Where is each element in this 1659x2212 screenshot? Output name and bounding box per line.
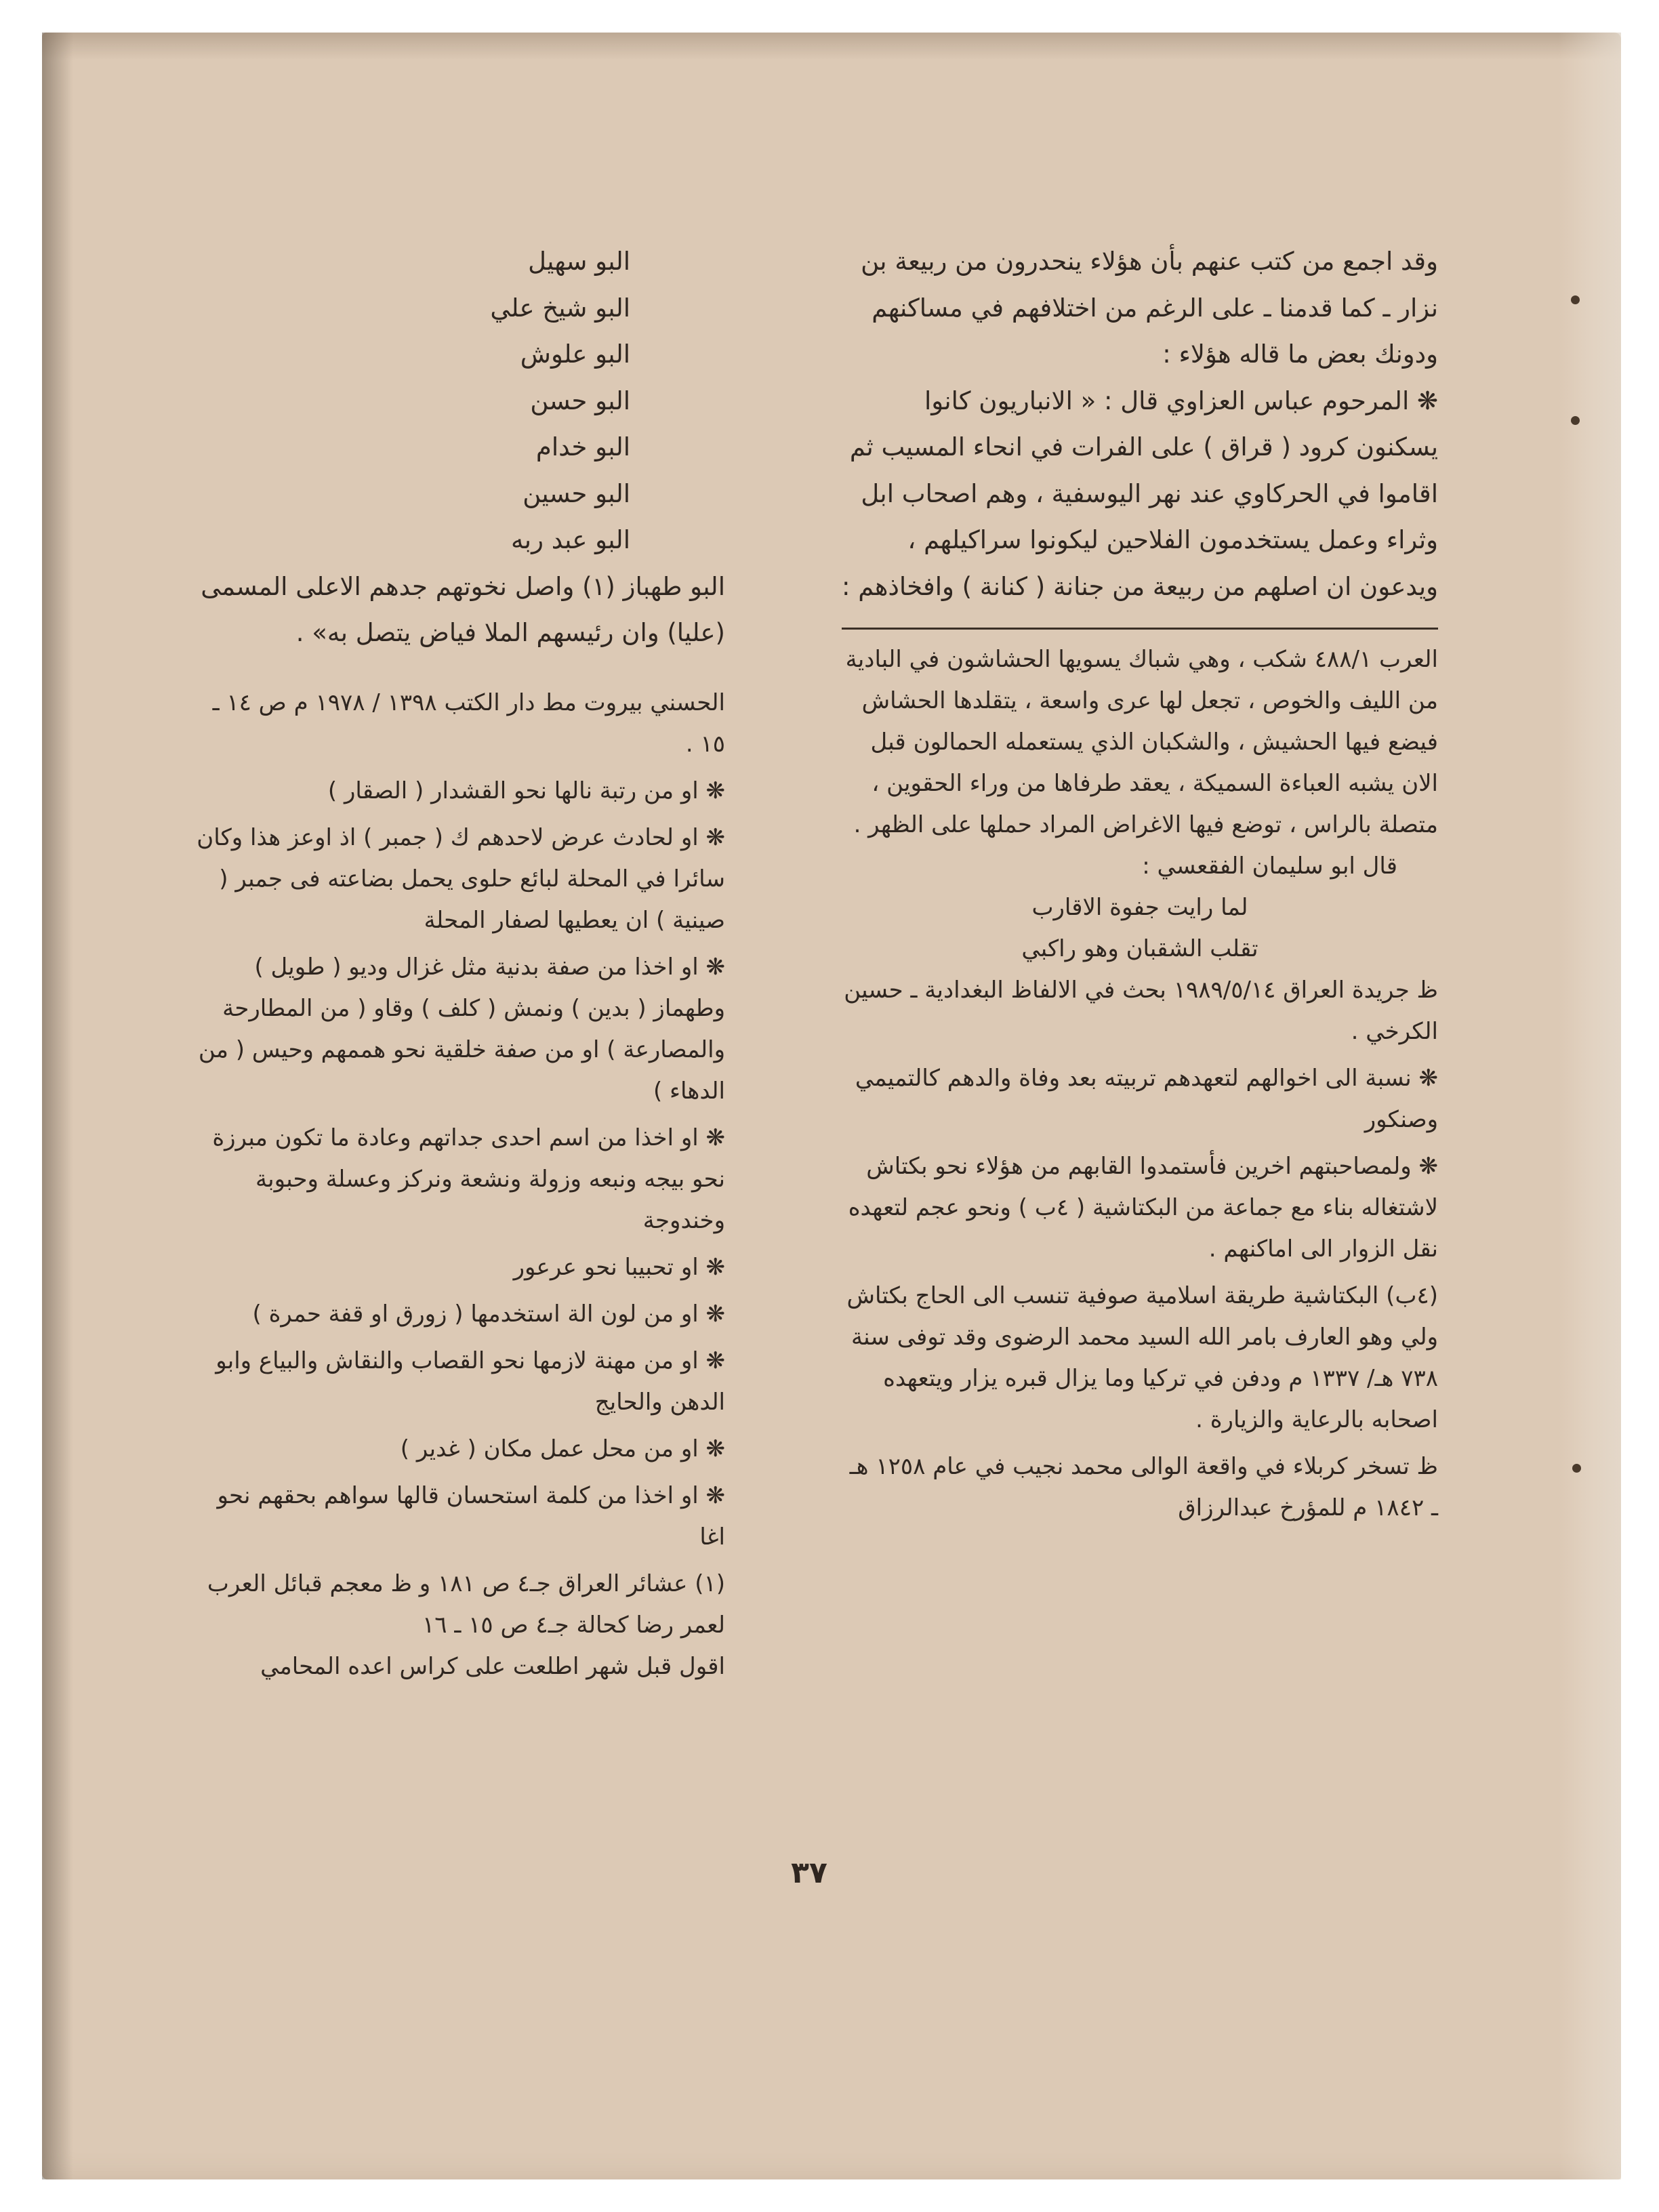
punch-hole-mark bbox=[1572, 1464, 1581, 1473]
page-number: ٣٧ bbox=[791, 1856, 827, 1890]
verse-line-2: تقلب الشقبان وهو راكبي bbox=[1021, 935, 1258, 962]
tribe-item: البو خدام bbox=[535, 432, 630, 462]
tribe-last-paragraph: البو طهباز (١) واصل نخوتهم جدهم الاعلى المسمى (عليا) وان رئيسهم الملا فياض يتصل به» . bbox=[201, 571, 725, 647]
footnote-incident: ❋ او لحادث عرض لاحدهم ك ( جمبر ) اذ اوعز هذا وكان سائرا في المحلة لبائع حلوى يحمل بضاعته فى جمبر ( صينية ) ان يعطيها لصفار المحلة bbox=[197, 823, 725, 934]
page-top-shadow bbox=[42, 33, 1621, 60]
footnote-poet: قال ابو سليمان الفقعسي : bbox=[1142, 853, 1397, 880]
tribe-item: البو شيخ علي bbox=[490, 293, 630, 323]
footnote-endearment: ❋ او تحبيبا نحو عرعور bbox=[513, 1253, 725, 1281]
footnote-booklet: اقول قبل شهر اطلعت على كراس اعده المحامي bbox=[260, 1652, 725, 1680]
tribe-item: البو حسين bbox=[523, 478, 630, 508]
footnote-tool-color: ❋ او من لون الة استخدمها ( زورق او قفة حمرة ) bbox=[252, 1300, 725, 1328]
verse-line-1: لما رايت جفوة الاقارب bbox=[1031, 894, 1248, 921]
footnote-maternal: ❋ نسبة الى اخوالهم لتعهدهم تربيته بعد وفاة والدهم كالتميمي وصنكور bbox=[855, 1065, 1438, 1133]
footnote-shakab: العرب ٤٨٨/١ شكب ، وهي شباك يسويها الحشاشون في البادية من الليف والخوص ، تجعل لها عرى واسعة ، يتقلدها الحشاش فيضع فيها الحشيش ، والشكبان الذي يستعمله الحمالون قبل الان يشبه العباءة السميكة ، يعقد طرفاها من وراء الحقوين ، متصلة بالراس ، توضع فيها الاغراض المراد حملها على الظهر . bbox=[845, 646, 1438, 838]
punch-hole-mark bbox=[1571, 295, 1580, 304]
footnote-grandmother: ❋ او اخذا من اسم احدى جداتهم وعادة ما تكون مبرزة نحو بيجه ونبعه وزولة ونشعة ونركز وعسلة وحبوبة وخندوجة bbox=[212, 1124, 725, 1234]
footnote-separator bbox=[842, 628, 1438, 630]
footnote-companions: ❋ ولمصاحبتهم اخرين فأستمدوا القابهم من هؤلاء نحو بكتاش لاشتغاله بناء مع جماعة من البكتاشية ( ٤ب ) ونحو عجم لتعهده نقل الزوار الى اماكنهم . bbox=[848, 1153, 1438, 1263]
footnote-bektashi: (٤ب) البكتاشية طريقة اسلامية صوفية تنسب الى الحاج بكتاش ولي وهو العارف بامر الله السيد محمد الرضوى وقد توفى سنة ٧٣٨ هـ/ ١٣٣٧ م ودفن في تركيا وما يزال قبره يزار ويتعهده اصحابه بالرعاية والزيارة . bbox=[846, 1282, 1438, 1433]
tribe-item: البو عبد ربه bbox=[510, 525, 630, 554]
intro-paragraph: وقد اجمع من كتب عنهم بأن هؤلاء ينحدرون من ربيعة بن نزار ـ كما قدمنا ـ على الرغم من اختلافهم في مساكنهم ودونك بعض ما قاله هؤلاء : bbox=[861, 247, 1438, 369]
left-column bbox=[190, 239, 725, 1687]
footnote-karbala: ظ تسخر كربلاء في واقعة الوالى محمد نجيب في عام ١٢٥٨ هـ ـ ١٨٤٢ م للمؤرخ عبدالرزاق bbox=[849, 1453, 1438, 1521]
footnote-reference: (١) عشائر العراق جـ٤ ص ١٨١ و ظ معجم قبائل العرب لعمر رضا كحالة جـ٤ ص ١٥ ـ ١٦ bbox=[207, 1570, 725, 1639]
footnote-profession: ❋ او من مهنة لازمها نحو القصاب والنقاش والبياع وابو الدهن والحايج bbox=[216, 1347, 725, 1416]
footnote-rank: ❋ او من رتبة نالها نحو القشدار ( الصقار ) bbox=[327, 777, 725, 804]
tribe-item: البو حسن bbox=[530, 386, 630, 415]
footnote-physical: ❋ او اخذا من صفة بدنية مثل غزال وديو ( طويل ) وطهماز ( بدين ) ونمش ( كلف ) وقاو ( من المطارحة والمصارعة ) او من صفة خلقية نحو هممهم وحيس ( من الدهاء ) bbox=[198, 953, 725, 1105]
right-column bbox=[842, 239, 1438, 1529]
tribe-item: البو سهيل bbox=[528, 247, 630, 276]
page-edge-highlight bbox=[1559, 33, 1621, 2179]
footnote-newspaper: ظ جريدة العراق ١٩٨٩/٥/١٤ بحث في الالفاظ البغدادية ـ حسين الكرخي . bbox=[844, 977, 1438, 1045]
tribe-item: البو علوش bbox=[520, 340, 630, 369]
page-gutter-shadow bbox=[42, 33, 73, 2179]
punch-hole-mark bbox=[1571, 416, 1580, 425]
footnote-workplace: ❋ او من محل عمل مكان ( غدير ) bbox=[400, 1435, 725, 1462]
footnote-source: الحسني بيروت مط دار الكتب ١٣٩٨ / ١٩٧٨ م ص ١٤ ـ ١٥ . bbox=[212, 689, 725, 758]
quote-paragraph: ❋ المرحوم عباس العزاوي قال : « الانباريون كانوا يسكنون كرود ( قراق ) على الفرات في انحاء المسيب ثم اقاموا في الحركاوي عند نهر اليوسفية ، وهم اصحاب ابل وثراء وعمل يستخدمون الفلاحين ليكونوا سراكيلهم ، ويدعون ان اصلهم من ربيعة من جنانة ( كنانة ) وافخاذهم : bbox=[842, 386, 1438, 601]
footnote-praise: ❋ او اخذا من كلمة استحسان قالها سواهم بحقهم نحو اغا bbox=[217, 1481, 725, 1551]
